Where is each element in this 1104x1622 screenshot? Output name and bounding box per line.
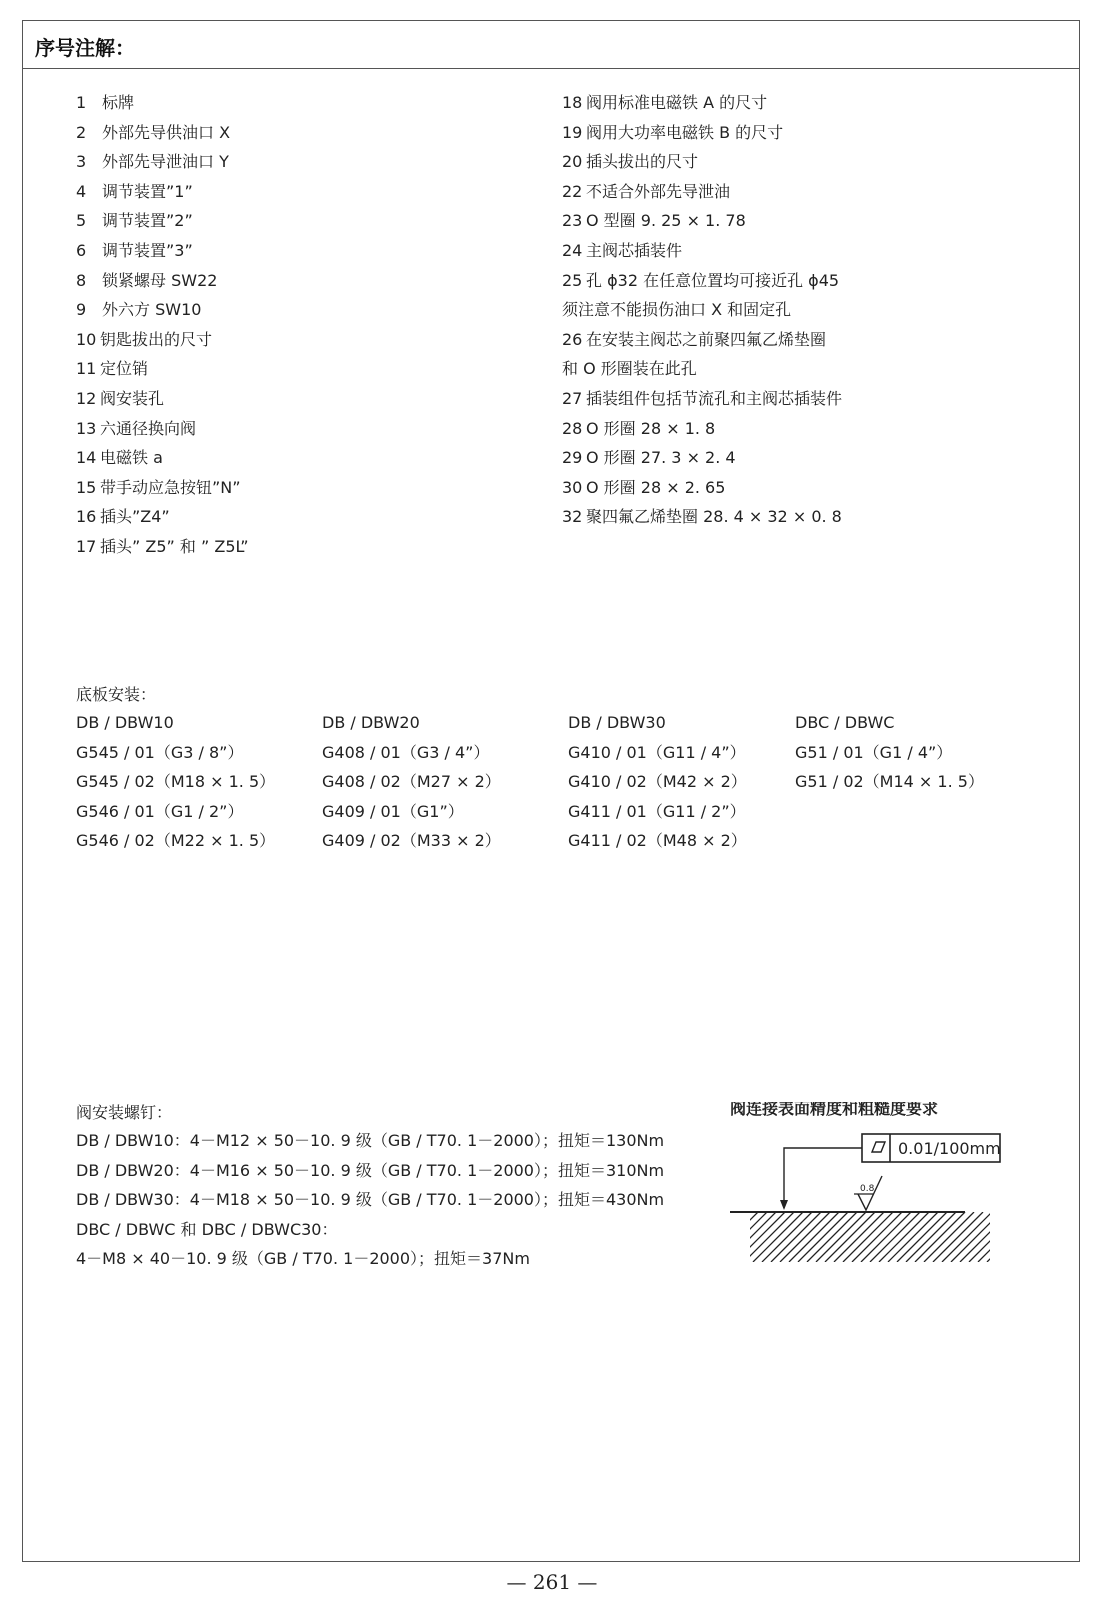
roughness-value: 0.8 (860, 1184, 875, 1194)
list-item: 9 外六方 SW10 (76, 300, 202, 320)
list-item: 和 O 形圈装在此孔 (562, 359, 697, 379)
subplate-part: G545 / 02（M18 × 1. 5） (76, 772, 276, 792)
notes-list-left (76, 88, 249, 562)
list-item: 26 在安装主阀芯之前聚四氟乙烯垫圈 (562, 329, 827, 349)
list-item: 24 主阀芯插装件 (562, 240, 683, 260)
flatness-tolerance-frame (862, 1134, 1001, 1162)
list-item: 3 外部先导泄油口 Y (76, 152, 229, 172)
subplate-part: G51 / 01（G1 / 4”） (795, 742, 953, 762)
subplate-part: G51 / 02（M14 × 1. 5） (795, 772, 984, 792)
subplate-model: DB / DBW20 (322, 713, 420, 732)
list-item: 25 孔 ϕ32 在任意位置均可接近孔 ϕ45 (562, 270, 840, 290)
flatness-icon (872, 1142, 885, 1152)
list-item: 32 聚四氟乙烯垫圈 28. 4 × 32 × 0. 8 (562, 507, 842, 527)
surface-requirement-diagram (730, 1102, 1020, 1262)
list-item: 15 带手动应急按钮”N” (76, 477, 241, 497)
subplate-part: G409 / 01（G1”） (322, 801, 464, 821)
list-item: 19 阀用大功率电磁铁 B 的尺寸 (562, 122, 784, 142)
list-item: 17 插头” Z5” 和 ” Z5L” (76, 536, 249, 556)
list-item: 2 外部先导供油口 X (76, 122, 231, 142)
subplate-part: G545 / 01（G3 / 8”） (76, 742, 244, 762)
list-item: 23 O 型圈 9. 25 × 1. 78 (562, 211, 746, 231)
list-item: 22 不适合外部先导泄油 (562, 181, 731, 201)
screw-spec: DB / DBW10：4－M12 × 50－10. 9 级（GB / T70. 1－2000）；扭矩＝130Nm (76, 1131, 665, 1150)
subplate-part: G409 / 02（M33 × 2） (322, 831, 501, 851)
subplate-model: DB / DBW30 (568, 713, 666, 732)
list-item: 11 定位销 (76, 359, 149, 379)
list-item: 4 调节装置”1” (76, 181, 193, 201)
subplate-part: G408 / 02（M27 × 2） (322, 772, 501, 792)
notes-list-right (562, 88, 842, 532)
subplate-column-db30 (568, 708, 747, 856)
page-number: — 261 — (506, 1570, 598, 1594)
subplate-part: G411 / 01（G11 / 2”） (568, 801, 746, 821)
header-bar (23, 21, 1079, 69)
list-item: 30 O 形圈 28 × 2. 65 (562, 477, 726, 497)
list-item: 28 O 形圈 28 × 1. 8 (562, 418, 716, 438)
screw-spec: DB / DBW30：4－M18 × 50－10. 9 级（GB / T70. 1－2000）；扭矩＝430Nm (76, 1190, 665, 1210)
roughness-symbol (854, 1176, 882, 1210)
subplate-part: G546 / 01（G1 / 2”） (76, 801, 244, 821)
subplate-model: DBC / DBWC (795, 713, 895, 732)
subplate-part: G410 / 02（M42 × 2） (568, 772, 747, 792)
subplate-part: G411 / 02（M48 × 2） (568, 831, 747, 851)
screw-spec: 4－M8 × 40－10. 9 级（GB / T70. 1－2000）；扭矩＝37Nm (76, 1249, 530, 1269)
subplate-part: G410 / 01（G11 / 4”） (568, 742, 746, 762)
hatching (730, 1212, 1020, 1262)
leader-line (784, 1148, 862, 1208)
list-item: 13 六通径换向阀 (76, 418, 197, 438)
subplate-part: G546 / 02（M22 × 1. 5） (76, 831, 276, 851)
page-title: 序号注解： (35, 36, 135, 60)
subplate-column-db10 (76, 708, 275, 856)
list-item: 6 调节装置”3” (76, 240, 193, 260)
list-item: 27 插装组件包括节流孔和主阀芯插装件 (562, 388, 843, 408)
arrow-down-icon (780, 1200, 788, 1210)
list-item: 20 插头拔出的尺寸 (562, 152, 699, 172)
list-item: 5 调节装置”2” (76, 211, 193, 231)
screws-list (76, 1126, 664, 1274)
surface-req-title: 阀连接表面精度和粗糙度要求 (730, 1102, 939, 1118)
list-item: 16 插头”Z4” (76, 507, 170, 527)
list-item: 10 钥匙拔出的尺寸 (76, 329, 213, 349)
list-item: 8 锁紧螺母 SW22 (76, 270, 218, 290)
list-item: 14 电磁铁 a (76, 448, 163, 468)
subplate-model: DB / DBW10 (76, 713, 174, 732)
screw-spec: DB / DBW20：4－M16 × 50－10. 9 级（GB / T70. 1－2000）；扭矩＝310Nm (76, 1160, 665, 1180)
subplate-column-db20 (322, 708, 501, 856)
screw-spec: DBC / DBWC 和 DBC / DBWC30： (76, 1219, 338, 1239)
list-item: 1 标牌 (76, 93, 135, 112)
list-item: 12 阀安装孔 (76, 388, 165, 408)
subplate-column-dbc (795, 708, 984, 797)
subplate-part: G408 / 01（G3 / 4”） (322, 742, 490, 762)
list-item: 29 O 形圈 27. 3 × 2. 4 (562, 448, 736, 468)
subplate-title: 底板安装： (76, 685, 157, 704)
list-item: 18 阀用标准电磁铁 A 的尺寸 (562, 93, 768, 112)
tolerance-value: 0.01/100mm (898, 1139, 1001, 1158)
list-item: 须注意不能损伤油口 X 和固定孔 (562, 300, 792, 320)
screws-title: 阀安装螺钉： (76, 1103, 173, 1122)
